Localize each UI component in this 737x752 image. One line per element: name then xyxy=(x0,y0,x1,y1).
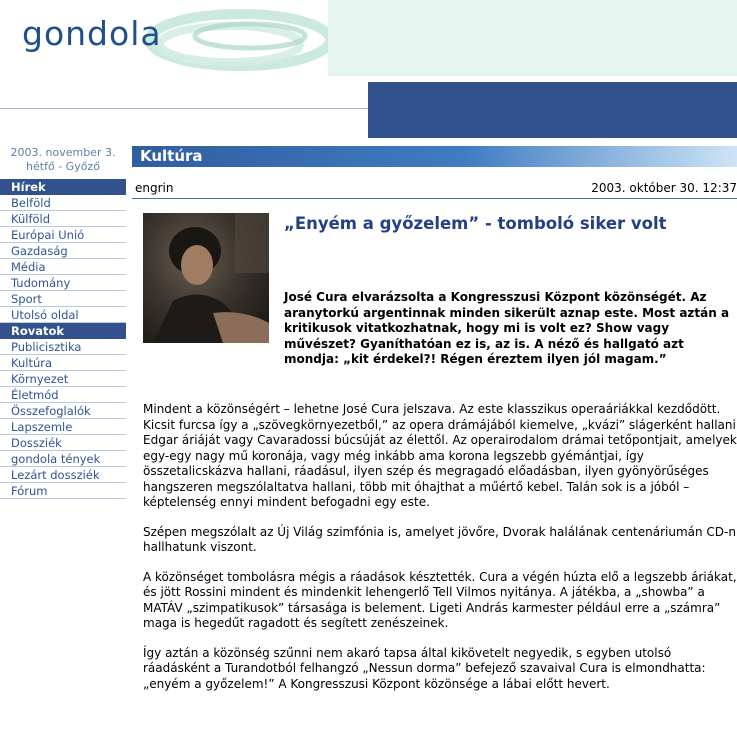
article-author: engrin xyxy=(135,181,174,195)
sidebar-item-osszefoglalok[interactable]: Összefoglalók xyxy=(0,403,126,419)
article-lead: José Cura elvarázsolta a Kongresszusi Központ közönségét. Az aranytorkú argentinnak minden sikerült aznap este. Most aztán a kritikusok vitatkozhatnak, hogy mi is volt ez? Show vagy művészet? Gyaníthatóan ez is, az is. A néző és hallgató azt mondja: „kit érdekel?! Régen éreztem ilyen jól magam.” xyxy=(284,290,730,367)
sidebar-item-lezart-dossziek[interactable]: Lezárt dossziék xyxy=(0,467,126,483)
sidebar-item-gazdasag[interactable]: Gazdaság xyxy=(0,243,126,259)
nav-heading-rovatok: Rovatok xyxy=(0,323,126,339)
header-banner-area xyxy=(328,0,737,76)
sidebar-item-publicisztika[interactable]: Publicisztika xyxy=(0,339,126,355)
article-headline: „Enyém a győzelem” - tomboló siker volt xyxy=(284,214,667,233)
article-body xyxy=(143,402,737,706)
sidebar-item-media[interactable]: Média xyxy=(0,259,126,275)
sidebar-item-sport[interactable]: Sport xyxy=(0,291,126,307)
article-paragraph: A közönséget tombolásra mégis a ráadások késztették. Cura a végén húzta elő a legszebb áriákat, és jött Rossini mindent és mindenkit lehengerlő Tell Vilmos nyitánya. A játékba, a „showba” a MATÁV „szimpatikusok” társasága is belement. Ligeti András karmester például erre a „számra” maga is hegedűt ragadott és segített zenészeinek. xyxy=(143,569,737,630)
sidebar-item-eletmod[interactable]: Életmód xyxy=(0,387,126,403)
article-paragraph: Így aztán a közönség szűnni nem akaró tapsa által kikövetelt negyedik, s egyben utolsó ráadásként a Turandotból felhangzó „Nessun dorma” befejező szavaival Cura is elmondhatta: „enyém a győzelem!” A Kongresszusi Központ közönsége a lábai előtt hevert. xyxy=(143,645,706,691)
photo-illustration xyxy=(143,213,269,343)
article-paragraph: Szépen megszólalt az Új Világ szimfónia is, amelyet jövőre, Dvorak halálának centenáriumán CD-n hallhatunk viszont. xyxy=(143,524,736,554)
logo[interactable] xyxy=(0,0,328,80)
section-title: Kultúra xyxy=(140,147,203,165)
sidebar-item-gondola-tenyek[interactable]: gondola tények xyxy=(0,451,126,467)
section-header-bar xyxy=(132,146,737,167)
article-paragraph: Mindent a közönségért – lehetne José Cura jelszava. Az este klasszikus operaáriákkal kezdődött. Kicsit furcsa így a „szövegkörnyezetből,” az opera drámájából kiemelve, „kvázi” slágerként hallani Edgar áriáját vagy Cavaradossi búcsúját az élettől. Az operairodalom drámai tetőpontjait, amelyek egy-egy nagy mű koronája, vagy még inkább ama korona legszebb gyémántjai, így összetalicskázva hallani, ráadásul, ilyen szép és megragadó előadásban, ilyen gyönyörűséges hangszeren megszólaltatva hallani, több mit óhajthat a műértő kebel. Talán sok is a jóból – képtelenség ennyi mindent befogadni egy este. xyxy=(143,402,737,509)
sidebar-item-europai-unio[interactable]: Európai Unió xyxy=(0,227,126,243)
header-blue-banner xyxy=(368,82,737,138)
logo-text: gondola xyxy=(22,14,162,53)
nameday-line: hétfő - Győző xyxy=(26,160,100,173)
sidebar-item-kornyezet[interactable]: Környezet xyxy=(0,371,126,387)
nav-heading-hirek: Hírek xyxy=(0,179,126,195)
header-divider xyxy=(0,108,368,109)
article-photo xyxy=(143,213,269,343)
sidebar-item-dossziek[interactable]: Dossziék xyxy=(0,435,126,451)
sidebar-item-belfold[interactable]: Belföld xyxy=(0,195,126,211)
sidebar-item-lapszemle[interactable]: Lapszemle xyxy=(0,419,126,435)
sidebar-item-kulfold[interactable]: Külföld xyxy=(0,211,126,227)
sidebar-item-forum[interactable]: Fórum xyxy=(0,483,126,499)
sidebar-item-tudomany[interactable]: Tudomány xyxy=(0,275,126,291)
article-date: 2003. október 30. 12:37 xyxy=(591,181,737,195)
date-line: 2003. november 3. xyxy=(10,146,116,159)
current-date xyxy=(0,146,126,174)
sidebar-item-kultura[interactable]: Kultúra xyxy=(0,355,126,371)
sidebar-nav xyxy=(0,179,126,499)
meta-divider xyxy=(132,198,737,199)
sidebar-item-utolso-oldal[interactable]: Utolsó oldal xyxy=(0,307,126,323)
